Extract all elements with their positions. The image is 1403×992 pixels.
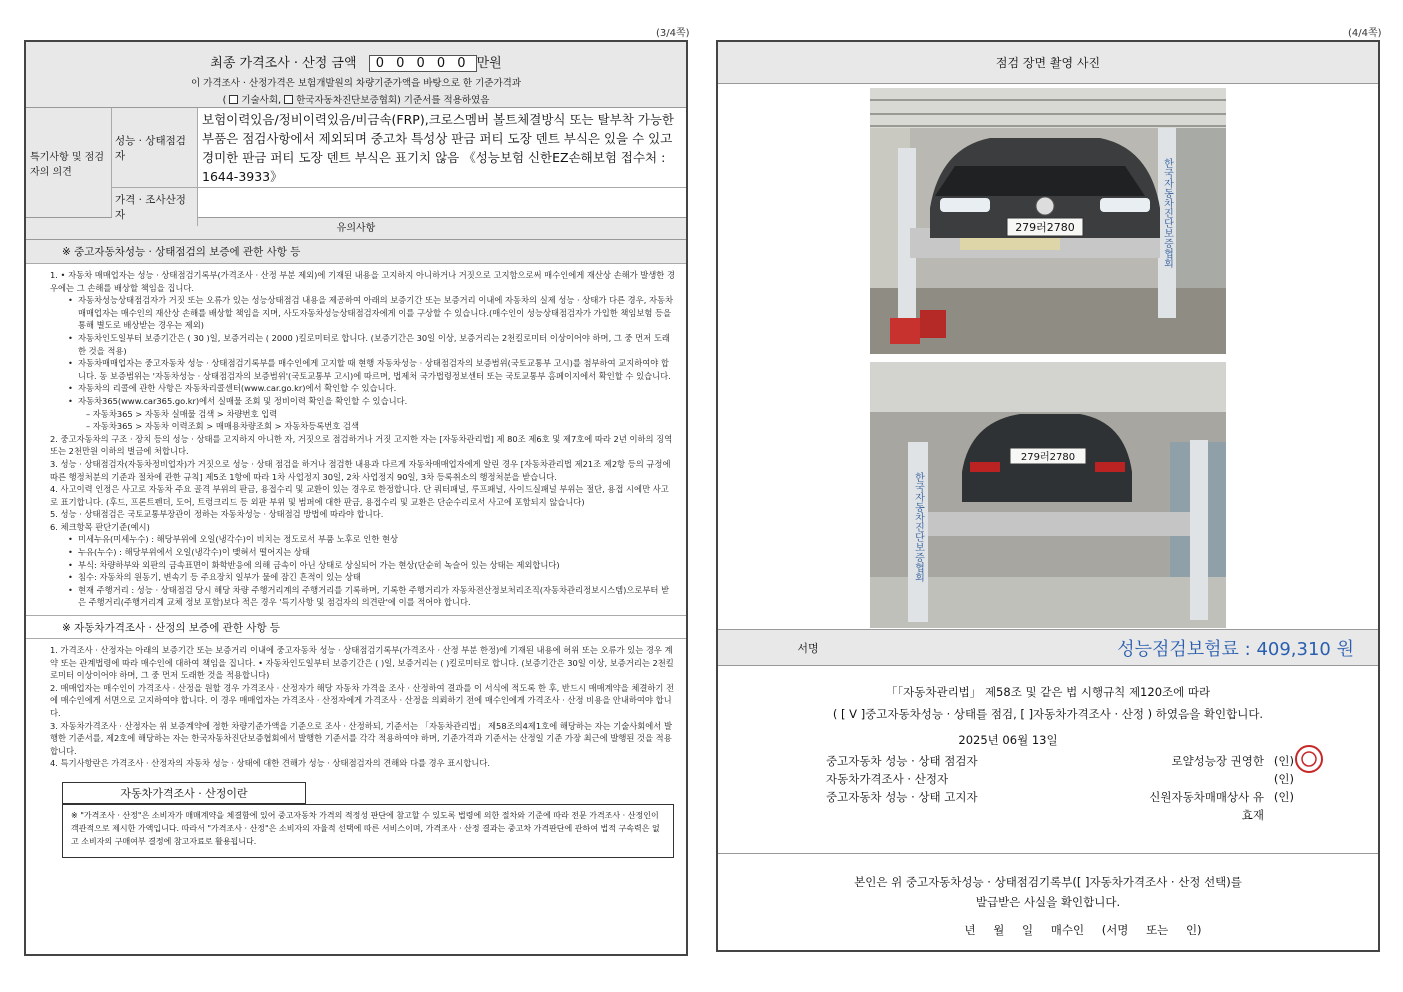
page-number-right: (4/4쪽) (1348, 28, 1382, 39)
signer-role: 자동차가격조사 · 산정자 (826, 772, 949, 786)
confirm-date: 2025년 06월 13일 (958, 733, 1058, 747)
inspection-photo-rear (870, 362, 1226, 628)
confirmation-section (718, 666, 1378, 854)
signer-mark: (인) (1273, 754, 1294, 768)
kada-checkbox[interactable] (284, 95, 293, 104)
final-price-label: 최종 가격조사 · 산정 금액 (210, 56, 357, 71)
note-item: 5. 성능 · 상태점검은 국토교통부장관이 정하는 자동차성능 · 상태점검 방법에 따라야 합니다. (50, 509, 384, 520)
note-item: • 자동차매매업자는 중고자동차 성능 · 상태점검기록부를 매수인에게 고지할 때 현행 자동차성능 · 상태점검자의 보증범위(국토교통부 고시)를 첨부하여 교지하여야 합니다. 동 보증범위는 '자동차성능 · 상태점검자의 보증범위'(국토교통부 고시)에 따르며, 법제처 국가법령정보센터 또는 국토교통부 홈페이지에서 확인할 수 있습니다. (50, 357, 676, 382)
lift-label-text: 한국자동차진단보증협회 (912, 472, 924, 582)
perf-inspector-opinion: 보험이력있음/정비이력있음/비금속(FRP),크로스멤버 볼트체결방식 또는 탈부착 가능한 부품은 점검사항에서 제외되며 중고차 특성상 판금 퍼티 도장 덴트 부식은 있을 수 있고 경미한 판금 퍼티 도장 덴트 부식은 표기치 않음 《성능보험 신한EZ손해보험 접수처 : 1644-3933》 (202, 112, 675, 184)
signature-label: 서명 (797, 641, 819, 655)
note-item: 4. 사고이력 인정은 사고로 자동차 주요 골격 부위의 판금, 용접수리 및 교환이 있는 경우로 한정합니다. 단 쿼터패널, 루프패널, 사이드실패널 부위는 절단, 용접 시에만 사고로 표기합니다. (후드, 프론트펜더, 도어, 트렁크리드 등 외판 부위 및 범퍼에 대한 판금, 용접수리 및 교환은 단순수리로서 사고에 포함되지 않습니다) (50, 484, 669, 507)
tech-society-checkbox[interactable] (229, 95, 238, 104)
confirm-line2: ( [ V ]중고자동차성능 · 상태를 점검, [ ]자동차가격조사 · 산정 ) 하였음을 확인합니다. (832, 707, 1264, 721)
note-item: 3. 성능 · 상태점검자(자동차정비업자)가 거짓으로 성능 · 상태 점검을 하거나 점검한 내용과 다르게 자동차매매업자에게 알린 경우 [자동차관리법 제21조 제2항 등의 규정에 따른 행정처분의 기준과 절차에 관한 규칙] 제5조 1항에 따라 1차 사업정지 30일, 2차 사업정지 90일, 3차 등록취소의 행정처분을 받습니다. (50, 458, 671, 482)
signer-name (1144, 770, 1264, 788)
signer-role: 중고자동차 성능 · 상태 점검자 (826, 754, 978, 768)
section2-title: ※ 자동차가격조사 · 산정의 보증에 관한 사항 등 (26, 615, 686, 639)
insurance-fee: 성능점검보험료 : 409,310 원 (1117, 638, 1354, 660)
lift-label-text: 한국자동차진단보증협회 (1161, 158, 1173, 268)
receipt-line1: 본인은 위 중고자동차성능 · 상태점검기록부([ ]자동차가격조사 · 산정 선택)를 (854, 875, 1242, 889)
note-item: • 자동차성능상태점검자가 거짓 또는 오류가 있는 성능상태점검 내용을 제공하여 아래의 보증기간 또는 보증거리 이내에 자동차의 실제 성능 · 상태가 다른 경우, 자동차매매업자는 매수인의 재산상 손해를 배상할 책임을 지며, 사도자동차성능상태점검자에게 이를 구상할 수 있습니다.(매수인이 성능상태점검자가 가입한 책임보험 등을 통해 별도로 배상받는 경우는 제외) (50, 294, 676, 332)
note-item: • 자동차인도일부터 보증기간은 ( 30 )일, 보증거리는 ( 2000 )킬로미터로 합니다. (보증기간은 30일 이상, 보증거리는 2천킬로미터 이상이어야 하며, 그 중 먼저 도래한 것을 적용) (50, 332, 676, 357)
signer-role: 중고자동차 성능 · 상태 고지자 (826, 790, 978, 804)
note-item: • 부식: 차량하부와 외판의 금속표면이 화학반응에 의해 금속이 아닌 상태로 상실되어 가는 현상(단순히 녹슬어 있는 상태는 제외합니다) (50, 559, 676, 572)
left-page (24, 40, 688, 956)
signer-name: 신원자동차매매상사 유효재 (1149, 790, 1264, 822)
plate-front: 279러2780 (1015, 221, 1075, 234)
note-item: 2. 중고자동차의 구조 · 장치 등의 성능 · 상태를 고지하지 아니한 자, 거짓으로 점검하거나 거짓 고지한 자는 [자동차관리법] 제 80조 제6호 및 제7호에 따라 2년 이하의 징역 또는 2천만원 이하의 벌금에 처합니다. (50, 433, 673, 457)
note-item: • 누유(누수) : 해당부위에서 오일(냉각수)이 맺혀서 떨어지는 상태 (50, 546, 676, 559)
signer-row (718, 752, 1378, 770)
note-item: • 현재 주행거리 : 성능 · 상태점검 당시 해당 차량 주행거리계의 주행거리를 기록하며, 기록한 주행거리가 자동차전산정보처리조직(자동차관리정보시스템)으로부터 받은 주행거리(주행거리계 교체 정보 포함)보다 적은 경우 '특기사항 및 점검자의 의견란'에 이를 적어야 합니다. (50, 584, 676, 609)
note-item: – 자동차365 > 자동차 실매물 검색 > 차량번호 입력 (86, 408, 278, 419)
final-price-note: 이 가격조사 · 산정가격은 보험개발원의 차량기준가액을 바탕으로 한 기준가격과 (190, 78, 522, 89)
signer-mark: (인) (1273, 772, 1294, 786)
photo-section-title: 점검 장면 촬영 사진 (718, 42, 1378, 84)
note-item: 4. 특기사항란은 가격조사 · 산정자의 자동차 성능 · 상태에 대한 견해가 성능 · 상태점검자의 견해와 다를 경우 표시합니다. (50, 758, 490, 769)
photo-section (718, 84, 1378, 630)
final-price-unit: 만원 (476, 56, 502, 71)
seal-stamp-icon (1294, 744, 1324, 774)
receipt-footer: 년 월 일 매수인 (서명 또는 인) (964, 923, 1202, 937)
signer-mark: (인) (1273, 790, 1294, 804)
kada-label: 한국자동차진단보증협회) 기준서를 적용하였음 (296, 95, 490, 106)
note-item: • 미세누유(미세누수) : 해당부위에 오일(냉각수)이 비치는 정도로서 부품 노후로 인한 현상 (50, 533, 676, 546)
opinion-section (26, 108, 686, 221)
note-item: 6. 체크항목 판단기준(예시) (50, 521, 150, 532)
price-assessor-label: 가격 · 조사산정자 (112, 188, 198, 226)
perf-inspector-label: 성능 · 상태점검자 (112, 108, 198, 187)
tech-society-label: 기술사회 (241, 95, 279, 106)
signature-row (718, 630, 1378, 666)
confirm-line1: 「「자동차관리법」 제58조 및 같은 법 시행규칙 제120조에 따라 (885, 685, 1211, 699)
opinion-label: 특기사항 및 점검자의 의견 (26, 108, 112, 217)
page-number-left: (3/4쪽) (656, 28, 690, 39)
note-item: • 자동차의 리콜에 관한 사항은 자동차리콜센터(www.car.go.kr)에서 확인할 수 있습니다. (50, 382, 676, 395)
right-page (716, 40, 1380, 952)
inspection-photo-front (870, 88, 1226, 354)
section1-title: ※ 중고자동차성능 · 상태점검의 보증에 관한 사항 등 (26, 240, 686, 264)
price-assessment-box-text: ※ "가격조사 · 산정"은 소비자가 매매계약을 체결함에 있어 중고자동차 가격의 적정성 판단에 참고할 수 있도록 법령에 의한 절차와 기준에 따라 전문 가격조사 · 산정인이 객관적으로 제시한 가액입니다. 따라서 "가격조사 · 산정"은 소비자의 자율적 선택에 따른 서비스이며, 가격조사 · 산정 결과는 중고차 가격판단에 관하여 법적 구속력은 없고 소비자의 구매여부 결정에 참고자료로 활용됩니다. (62, 804, 674, 858)
notice-title: 유의사항 (26, 218, 686, 240)
note-item: – 자동차365 > 자동차 이력조회 > 매매용차량조회 > 자동차등록번호 검색 (86, 421, 359, 432)
standard-options: ( 기술사회, 한국자동차진단보증협회) 기준서를 적용하였음 (222, 95, 490, 106)
note-item: • 자동차365(www.car365.go.kr)에서 실매물 조회 및 정비이력 확인을 확인할 수 있습니다. (50, 395, 676, 408)
plate-rear: 279러2780 (1020, 452, 1076, 463)
receipt-line2: 발급받은 사실을 확인합니다. (975, 895, 1121, 909)
price-assessment-box-title: 자동차가격조사 · 산정이란 (62, 782, 306, 804)
note-item: • 침수: 자동차의 원동기, 변속기 등 주요장치 일부가 물에 잠긴 흔적이 있는 상태 (50, 571, 676, 584)
signer-name: 로얄성능장 권영한 (1171, 754, 1264, 768)
note-item: 3. 자동차가격조사 · 산정자는 위 보증계약에 정한 차량기준가액을 기준으로 조사 · 산정하되, 기준서는 「자동차관리법」 제58조의4제1호에 해당하는 자는 기술사회에서 발행한 기준서를, 제2호에 해당하는 자는 한국자동차진단보증협회에서 발행한 기준서를 각각 적용하여야 하며, 기준가격과 기준서는 산정일 기준 가장 최근에 발행된 것을 적용합니다. (50, 720, 672, 756)
signer-row (718, 770, 1378, 788)
receipt-section (718, 854, 1378, 940)
price-assessor-opinion (198, 188, 686, 226)
note-item: 1. • 자동차 매매업자는 성능 · 상태점검기록부(가격조사 · 산정 부분 제외)에 기재된 내용을 고지하지 아니하거나 거짓으로 고지함으로써 매수인에게 재산상 손해가 발생한 경우에는 그 손해를 배상할 책임을 집니다. (50, 270, 675, 293)
note-item: 2. 매매업자는 매수인이 가격조사 · 산정을 원할 경우 가격조사 · 산정자가 해당 자동차 가격을 조사 · 산정하여 결과를 이 서식에 적도록 한 후, 반드시 매매계약을 체결하기 전에 매수인에게 서면으로 고지하여야 합니다. 이 경우 매매업자는 가격조사 · 산정자에게 가격조사 · 산정을 의뢰하기 전에 매수인에게 가격조사 · 산정 비용을 안내하여야 합니다. (50, 682, 675, 718)
final-price-amount: 0 0 0 0 0 (369, 55, 477, 72)
section2-list (26, 639, 686, 776)
section1-list (26, 264, 686, 615)
note-item: 1. 가격조사 · 산정자는 아래의 보증기간 또는 보증거리 이내에 중고자동차 성능 · 상태점검기록부(가격조사 · 산정 부분 한정)에 기재된 내용에 허위 또는 오류가 있는 경우 계약 또는 관계법령에 따라 매수인에 대하여 책임을 집니다. • 자동차인도일부터 보증기간은 ( )일, 보증거리는 ( )킬로미터로 합니다. (보증기간은 30일 이상, 보증거리는 2천킬로미터 이상이어야 하며, 그 중 먼저 도래한 것을 적용합니다) (50, 645, 674, 681)
final-price-section (26, 42, 686, 108)
signer-row (718, 788, 1378, 822)
